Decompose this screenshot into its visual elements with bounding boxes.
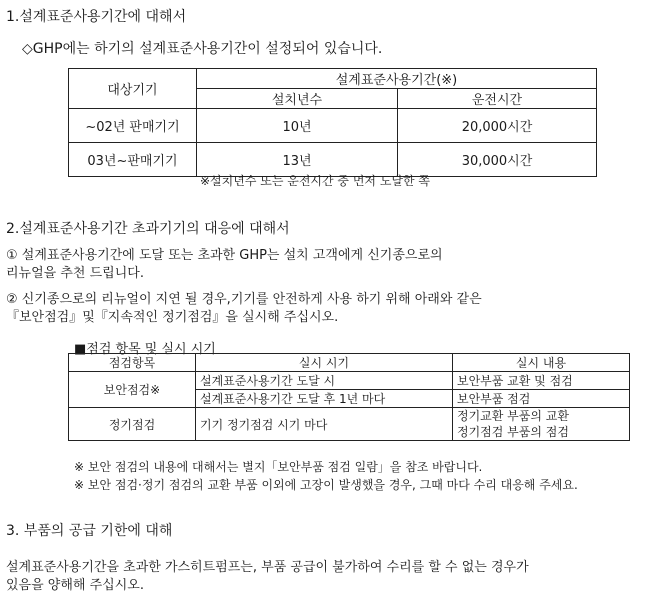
group-header: 설계표준사용기간(※) bbox=[197, 69, 597, 89]
row-years: 13년 bbox=[197, 143, 398, 177]
paragraph1-line2: 리뉴얼을 추천 드립니다. bbox=[6, 266, 144, 281]
row-hours: 20,000시간 bbox=[398, 109, 597, 143]
row-label: 03년~판매기기 bbox=[69, 143, 197, 177]
table-footnote: ※설치년수 또는 운전시간 중 먼저 도달한 쪽 bbox=[200, 174, 431, 188]
note-1: ※ 보안 점검의 내용에 대해서는 별지「보안부품 점검 일람」을 참조 바랍니다. bbox=[74, 460, 483, 474]
row-years: 10년 bbox=[197, 109, 398, 143]
header-item: 점검항목 bbox=[69, 354, 196, 372]
sub-header-years: 설치년수 bbox=[197, 89, 398, 109]
note-2: ※ 보안 점검·정기 점검의 교환 부품 이외에 고장이 발생했을 경우, 그때 마다 수리 대응해 주세요. bbox=[74, 478, 578, 492]
section3-line2: 있음을 양해해 주십시오. bbox=[6, 578, 144, 593]
paragraph2-line2: 『보안점검』및『지속적인 정기점검』을 실시해 주십시오. bbox=[6, 310, 339, 325]
header-timing: 실시 시기 bbox=[196, 354, 453, 372]
paragraph1-line1: ① 설계표준사용기간에 도달 또는 초과한 GHP는 설치 고객에게 신기종으로의 bbox=[6, 248, 443, 263]
inspection-table-title: ■점검 항목 및 실시 시기 bbox=[74, 342, 216, 357]
row-regular-item: 정기점검 bbox=[69, 408, 196, 441]
row-regular-time: 기기 정기점검 시기 마다 bbox=[196, 408, 453, 441]
row-regular-content-b: 정기점검 부품의 점검 bbox=[457, 425, 569, 439]
section1-heading: 1.설계표준사용기간에 대해서 bbox=[6, 9, 187, 25]
section2-heading: 2.설계표준사용기간 초과기기의 대응에 대해서 bbox=[6, 221, 290, 237]
row-label: ~02년 판매기기 bbox=[69, 109, 197, 143]
table-row bbox=[69, 109, 597, 143]
row-security-item: 보안점검※ bbox=[69, 372, 196, 408]
section1-intro: ◇GHP에는 하기의 설계표준사용기간이 설정되어 있습니다. bbox=[22, 41, 383, 57]
row-regular-content bbox=[453, 408, 630, 441]
row-hours: 30,000시간 bbox=[398, 143, 597, 177]
row-security-time-b: 설계표준사용기간 도달 후 1년 마다 bbox=[196, 390, 453, 408]
inspection-table bbox=[68, 353, 630, 441]
row-security-content-a: 보안부품 교환 및 점검 bbox=[453, 372, 630, 390]
col-target-header: 대상기기 bbox=[69, 69, 197, 109]
row-security-time-a: 설계표준사용기간 도달 시 bbox=[196, 372, 453, 390]
section3-line1: 설계표준사용기간을 초과한 가스히트펌프는, 부품 공급이 불가하여 수리를 할 수 없는 경우가 bbox=[6, 560, 529, 575]
header-content: 실시 내용 bbox=[453, 354, 630, 372]
sub-header-hours: 운전시간 bbox=[398, 89, 597, 109]
section3-heading: 3. 부품의 공급 기한에 대해 bbox=[6, 523, 173, 539]
row-security-content-b: 보안부품 점검 bbox=[453, 390, 630, 408]
row-regular-content-a: 정기교환 부품의 교환 bbox=[457, 409, 569, 423]
service-life-table bbox=[68, 68, 597, 177]
paragraph2-line1: ② 신기종으로의 리뉴얼이 지연 될 경우,기기를 안전하게 사용 하기 위해 아래와 같은 bbox=[6, 292, 482, 307]
